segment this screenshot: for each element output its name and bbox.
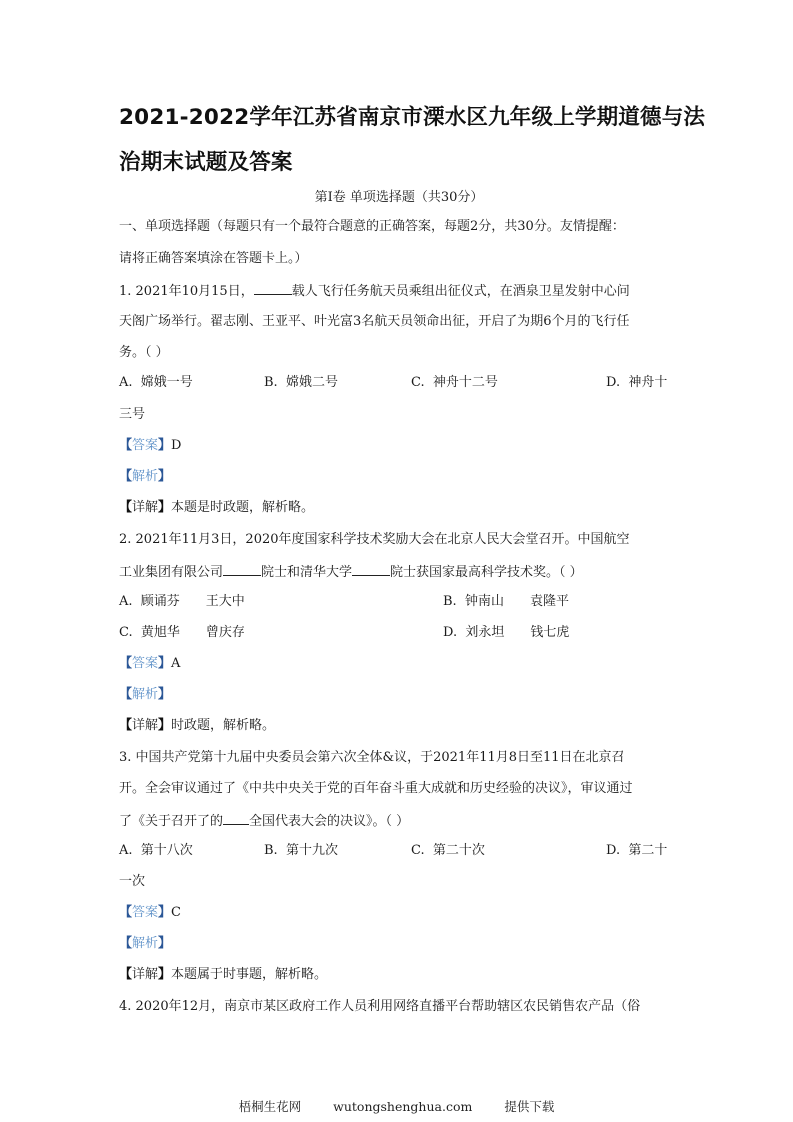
question-3-option-a: A. 第十八次	[119, 843, 193, 858]
document-title-line-1: 2021-2022学年江苏省南京市溧水区九年级上学期道德与法	[119, 105, 706, 130]
answer-blank	[223, 563, 261, 576]
question-3-option-d: D. 第二十	[606, 843, 668, 858]
page-footer	[0, 1097, 793, 1115]
document-title-line-2: 治期末试题及答案	[119, 150, 293, 175]
question-3-option-c: C. 第二十次	[411, 843, 485, 858]
question-2-detail: 【详解】时政题，解析略。	[119, 718, 276, 733]
question-1-option-b: B. 嫦娥二号	[264, 375, 338, 390]
instructions-line-1: 一、单项选择题（每题只有一个最符合题意的正确答案，每题2分，共30分。友情提醒：	[119, 219, 625, 234]
question-2-option-d: D. 刘永坦 钱七虎	[443, 625, 570, 640]
question-2-answer: 【答案】A	[119, 656, 181, 671]
question-2-line-1: 2. 2021年11月3日，2020年度国家科学技术奖励大会在北京人民大会堂召开。中国航空	[119, 532, 630, 547]
question-1-answer: 【答案】D	[119, 438, 182, 453]
question-2-line-2: 工业集团有限公司 院士和清华大学 院士获国家最高科学技术奖。（ ）	[119, 565, 583, 580]
question-3-detail: 【详解】本题属于时事题，解析略。	[119, 967, 328, 982]
footer-note: 提供下载	[504, 1099, 555, 1114]
question-1-option-a: A. 嫦娥一号	[119, 375, 193, 390]
question-2-analysis-label: 【解析】	[119, 687, 172, 702]
section-heading: 第Ⅰ卷 单项选择题（共30分）	[314, 190, 484, 205]
question-2-option-c: C. 黄旭华 曾庆存	[119, 625, 245, 640]
question-1-line-1: 1. 2021年10月15日， 载人飞行任务航天员乘组出征仪式，在酒泉卫星发射中心问	[119, 284, 630, 299]
question-3-line-2: 开。全会审议通过了《中共中央关于党的百年奋斗重大成就和历史经验的决议》，审议通过	[119, 781, 633, 796]
question-1-option-d: D. 神舟十	[606, 375, 668, 390]
question-1-line-3: 务。（ ）	[119, 345, 169, 360]
instructions-line-2: 请将正确答案填涂在答题卡上。）	[119, 251, 308, 266]
question-1-analysis-label: 【解析】	[119, 469, 172, 484]
question-1-option-c: C. 神舟十二号	[411, 375, 498, 390]
question-3-option-overflow: 一次	[119, 874, 146, 889]
question-3-analysis-label: 【解析】	[119, 936, 172, 951]
question-4-line-1: 4. 2020年12月，南京市某区政府工作人员利用网络直播平台帮助辖区农民销售农产品（俗	[119, 999, 641, 1014]
question-3-answer: 【答案】C	[119, 905, 181, 920]
footer-site-url[interactable]: wutongshenghua.com	[333, 1099, 473, 1114]
question-2-option-b: B. 钟南山 袁隆平	[443, 594, 569, 609]
question-3-option-b: B. 第十九次	[264, 843, 338, 858]
question-1-option-overflow: 三号	[119, 407, 146, 422]
footer-site-name: 梧桐生花网	[238, 1099, 302, 1114]
answer-blank	[254, 282, 292, 295]
question-3-line-3: 了《关于召开了的 全国代表大会的决议》。（ ）	[119, 814, 410, 829]
answer-blank	[352, 563, 390, 576]
question-3-line-1: 3. 中国共产党第十九届中央委员会第六次全体&议，于2021年11月8日至11日在北京召	[119, 750, 625, 765]
question-1-detail: 【详解】本题是时政题，解析略。	[119, 500, 315, 515]
answer-blank	[223, 812, 249, 825]
question-1-line-2: 天阁广场举行。翟志刚、王亚平、叶光富3名航天员领命出征，开启了为期6个月的飞行任	[119, 314, 630, 329]
question-2-option-a: A. 顾诵芬 王大中	[119, 594, 245, 609]
